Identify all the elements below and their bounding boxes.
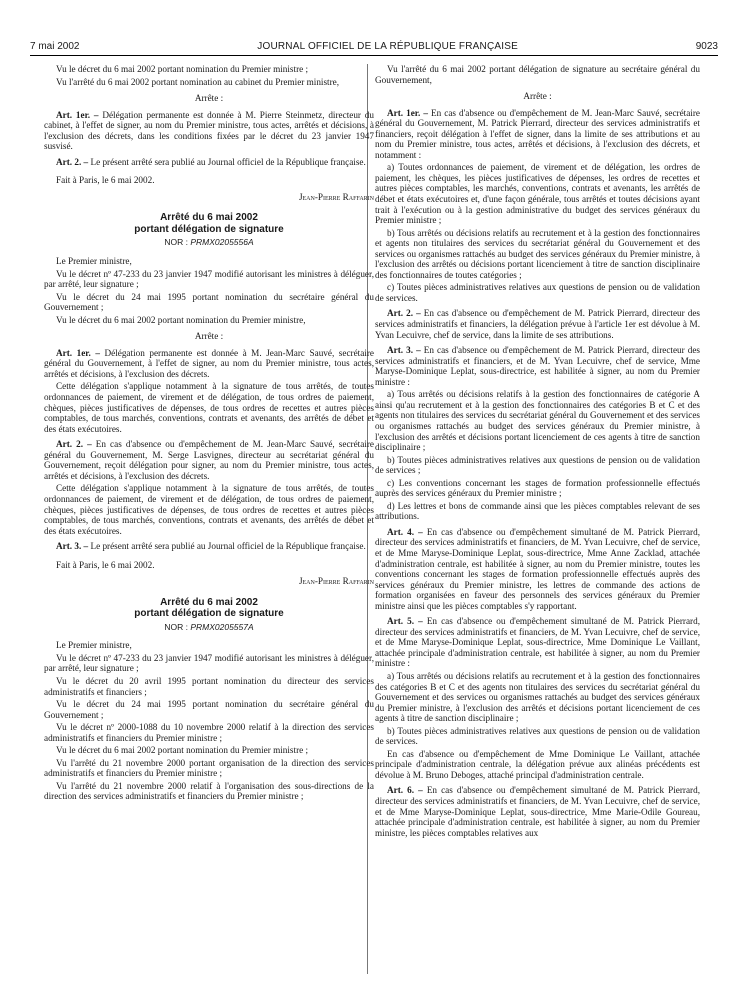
header-date: 7 mai 2002 — [30, 41, 80, 52]
paragraph: Vu l'arrêté du 6 mai 2002 portant délégation de signature au secrétaire général du Gouvernement, — [375, 64, 700, 85]
paragraph: Vu le décret nº 2000-1088 du 10 novembre 2000 relatif à la direction des services administratifs et financiers du Premier ministre ; — [44, 722, 374, 743]
paragraph: Vu le décret du 6 mai 2002 portant nomination du Premier ministre, — [56, 314, 306, 325]
article-text: En cas d'absence ou d'empêchement simultané de M. Patrick Pierrard, directeur des services administratifs et financiers, de M. Yvan Lecuivre, chef de service, et de Mme Maryse-Dominique Leplat, sous-directrice, Mme Anne Zacklad, attachée d'administration centrale, est habilitée à signer, au nom du Premier ministre, toutes les conventions concernant les stages de formation professionnelle effectués auprès des services généraux du Premier ministre, les lettres de commande des actions de formation organisées en faveur des personnels des services généraux du Premier ministre ainsi que les pièces comptables s'y rapportant. — [375, 526, 700, 611]
arrete-heading: Arrête : — [194, 93, 224, 104]
article-text: Délégation permanente est donnée à M. Pierre Steinmetz, directeur du cabinet, à l'effet de signer, au nom du Premier ministre, tous actes, arrêtés et décisions, à l'exclusion des décrets, dans les conditions fixées par le décret du 23 janvier 1947 susvisé. — [44, 109, 374, 152]
paragraph: Vu l'arrêté du 21 novembre 2000 relatif à l'organisation des sous-directions de la direction des services administratifs et financiers du Premier ministre ; — [44, 780, 374, 802]
article-paragraph — [375, 785, 700, 838]
article-text: Le présent arrêté sera publié au Journal officiel de la République française. — [90, 541, 366, 552]
paragraph: a) Tous arrêtés ou décisions relatifs au recrutement et à la gestion des fonctionnaires des catégories B et C et des agents non titulaires des services du secrétariat général du Gouvernement et des services ou organismes rattachés au budget des services généraux du Premier ministre, à l'exclusion des arrêtés et décisions portant licenciement de ces agents à titre de sanction disciplinaire ; — [375, 670, 700, 724]
decree-title-line: Arrêté du 6 mai 2002 — [160, 596, 258, 608]
right-column — [375, 64, 700, 974]
article-label: Art. 3. – — [387, 345, 421, 356]
article-label: Art. 2. – — [56, 156, 89, 167]
signature: Jean-Pierre Raffarin — [298, 576, 374, 587]
nor-label: NOR : — [164, 621, 188, 632]
article-label: Art. 2. – — [56, 439, 92, 450]
paragraph: Cette délégation s'applique notamment à la signature de tous arrêtés, de toutes ordonnances de paiement, de virement et de délégation, de tous ordres de paiement, chèques, pièces justificatives de dépenses, de tous ordres de recettes et autres pièces comptables, de tous marchés, conventions, contrats et avenants, des arrêtés de débet et des états exécutoires. — [44, 381, 374, 434]
decree-subtitle-line: portant délégation de signature — [134, 608, 284, 620]
arrete-heading: Arrête : — [194, 331, 224, 342]
decree-title-line: Arrêté du 6 mai 2002 — [160, 212, 258, 224]
journal-title: JOURNAL OFFICIEL DE LA RÉPUBLIQUE FRANÇAISE — [257, 41, 518, 52]
date-place-line: Fait à Paris, le 6 mai 2002. — [56, 559, 155, 570]
article-paragraph — [44, 541, 374, 552]
arrete-heading: Arrête : — [523, 91, 552, 102]
article-paragraph — [44, 348, 374, 380]
article-text: En cas d'absence ou d'empêchement simultané de M. Patrick Pierrard, directeur des services administratifs et financiers, de M. Yvan Lecuivre, chef de service, et de Mme Maryse-Dominique Leplat, sous-directrice, Mme Marie-Odile Goureau, attachée principale d'administration centrale, est habilitée à signer, au nom du Premier ministre, les pièces comptables relatives aux — [375, 785, 700, 838]
paragraph: Le Premier ministre, — [56, 640, 132, 651]
paragraph: Vu le décret nº 47-233 du 23 janvier 1947 modifié autorisant les ministres à déléguer, par arrêté, leur signature ; — [44, 268, 374, 290]
page-header — [30, 36, 718, 52]
paragraph: c) Toutes pièces administratives relatives aux questions de pension ou de validation de services. — [375, 282, 700, 303]
decree-title — [44, 597, 374, 633]
nor-label: NOR : — [164, 237, 188, 248]
signature: Jean-Pierre Raffarin — [298, 191, 374, 202]
article-paragraph — [375, 616, 700, 669]
page-number: 9023 — [695, 41, 718, 52]
paragraph: Vu le décret nº 47-233 du 23 janvier 1947 modifié autorisant les ministres à déléguer, par arrêté, leur signature ; — [44, 652, 374, 674]
article-text: En cas d'absence ou d'empêchement de M. Jean-Marc Sauvé, secrétaire général du Gouvernement, M. Serge Lasvignes, directeur au secrétariat général du Gouvernement, reçoit délégation pour signer, au nom du Premier ministre, tous actes, arrêtés et décisions, à l'exclusion des décrets. — [44, 439, 374, 481]
article-text: Délégation permanente est donnée à M. Jean-Marc Sauvé, secrétaire général du Gouvernement, à l'effet de signer, au nom du Premier ministre, tous actes, arrêtés et décisions, à l'exclusion des décrets. — [44, 347, 374, 379]
article-label: Art. 1er. – — [56, 109, 99, 120]
paragraph: Vu l'arrêté du 6 mai 2002 portant nomination au cabinet du Premier ministre, — [56, 76, 340, 87]
article-label: Art. 2. – — [387, 308, 421, 319]
article-paragraph — [44, 157, 374, 168]
paragraph: Vu le décret du 20 avril 1995 portant nomination du directeur des services administratifs et financiers ; — [44, 675, 374, 697]
article-label: Art. 4. – — [387, 526, 423, 537]
article-label: Art. 1er. – — [56, 347, 100, 358]
article-label: Art. 1er. – — [387, 107, 428, 118]
nor-reference — [44, 237, 374, 248]
paragraph: b) Toutes pièces administratives relatives aux questions de pension ou de validation de services ; — [375, 454, 700, 476]
article-text: Le présent arrêté sera publié au Journal officiel de la République française. — [90, 156, 366, 167]
nor-code: PRMX0205556A — [190, 237, 254, 248]
header-rule — [30, 55, 718, 56]
nor-code: PRMX0205557A — [190, 621, 254, 632]
left-column — [44, 64, 374, 974]
article-paragraph — [375, 108, 700, 161]
nor-reference — [44, 622, 374, 633]
article-label: Art. 6. – — [387, 785, 423, 796]
paragraph: b) Toutes pièces administratives relatives aux questions de pension ou de validation de services. — [375, 725, 700, 747]
paragraph: c) Les conventions concernant les stages de formation professionnelle effectués auprès des services généraux du Premier ministre ; — [375, 477, 700, 499]
article-label: Art. 5. – — [387, 616, 423, 627]
article-label: Art. 3. – — [56, 541, 89, 552]
paragraph: b) Tous arrêtés ou décisions relatifs au recrutement et à la gestion des fonctionnaires et agents non titulaires des services du secrétariat général du Gouvernement et des services ou organismes rattachés au budget des services généraux du Premier ministre, à l'exclusion des arrêtés ou décisions portant licenciement à titre de sanction disciplinaire des fonctionnaires de toutes catégories ; — [375, 227, 700, 280]
paragraph: a) Tous arrêtés ou décisions relatifs à la gestion des fonctionnaires de catégorie A ainsi qu'au recrutement et à la gestion des fonctionnaires des catégories B et C et des agents non titulaires des services du secrétariat général du Gouvernement et des services ou organismes rattachés au budget des services généraux du Premier ministre, à l'exclusion des arrêtés et décisions portant licenciement de ces agents à titre de sanction disciplinaire ; — [375, 389, 700, 453]
article-text: En cas d'absence ou d'empêchement de M. Jean-Marc Sauvé, secrétaire général du Gouvernement, M. Patrick Pierrard, directeur des services administratifs et financiers, reçoit délégation à l'effet de signer, dans la limite de ses attributions et au nom du Premier ministre, tous actes, arrêtés et décisions, à l'exclusion des décrets, et notamment : — [375, 107, 700, 160]
article-paragraph — [375, 527, 700, 611]
article-paragraph — [44, 439, 374, 481]
paragraph: Le Premier ministre, — [56, 256, 132, 267]
date-place-line: Fait à Paris, le 6 mai 2002. — [56, 175, 155, 186]
paragraph: d) Les lettres et bons de commande ainsi que les pièces comptables relevant de ses attributions. — [375, 500, 700, 522]
paragraph: Cette délégation s'applique notamment à la signature de tous arrêtés, de toutes ordonnances de paiement, de virement et de délégation, de tous ordres de paiement, chèques, pièces justificatives de dépenses, de tous ordres de recettes et autres pièces comptables, de tous marchés, conventions, contrats et avenants, des arrêtés de débet et des états exécutoires. — [44, 483, 374, 536]
article-text: En cas d'absence ou d'empêchement de M. Patrick Pierrard, directeur des services administratifs et financiers, la délégation prévue à l'article 1er est dévolue à M. Yvan Lecuivre, chef de service, dans la limite de ses attributions. — [375, 308, 700, 340]
article-paragraph — [44, 110, 374, 152]
paragraph: Vu le décret du 6 mai 2002 portant nomination du Premier ministre ; — [56, 745, 309, 756]
paragraph: a) Toutes ordonnances de paiement, de virement et de délégation, les ordres de paiement, les chèques, les pièces justificatives de dépenses, les ordres de recettes et autres pièces comptables, les marchés, conventions, contrats et avenants, les arrêtés de débet et états exécutoires et, d'une façon générale, tous arrêtés et toutes décisions ayant trait à l'exécution ou à la gestion administrative du budget des services généraux du Premier ministre ; — [375, 162, 700, 226]
article-paragraph — [375, 308, 700, 340]
article-text: En cas d'absence ou d'empêchement de M. Patrick Pierrard, directeur des services administratifs et financiers, et de M. Yvan Lecuivre, chef de service, Mme Maryse-Dominique Leplat, sous-directrice, est habilitée à signer, au nom du Premier ministre : — [375, 345, 700, 387]
paragraph: Vu le décret du 24 mai 1995 portant nomination du secrétaire général du Gouvernement ; — [44, 699, 374, 720]
decree-subtitle-line: portant délégation de signature — [134, 223, 284, 235]
paragraph: Vu le décret du 6 mai 2002 portant nomination du Premier ministre ; — [56, 64, 309, 74]
paragraph: Vu le décret du 24 mai 1995 portant nomination du secrétaire général du Gouvernement ; — [44, 291, 374, 313]
paragraph: Vu l'arrêté du 21 novembre 2000 portant organisation de la direction des services administratifs et financiers du Premier ministre ; — [44, 757, 374, 779]
article-paragraph — [375, 345, 700, 387]
paragraph: En cas d'absence ou d'empêchement de Mme Dominique Le Vaillant, attachée principale d'administration centrale, la délégation prévue aux alinéas précédents est dévolue à M. Bruno Deboges, attaché principal d'administration centrale. — [375, 748, 700, 780]
article-text: En cas d'absence ou d'empêchement simultané de M. Patrick Pierrard, directeur des services administratifs et financiers, de M. Yvan Lecuivre, chef de service, et de Mme Maryse-Dominique Leplat, sous-directrice, Mme Dominique Le Vaillant, attachée principale d'administration centrale, est habilitée à signer, au nom du Premier ministre : — [375, 616, 700, 669]
decree-title — [44, 212, 374, 248]
